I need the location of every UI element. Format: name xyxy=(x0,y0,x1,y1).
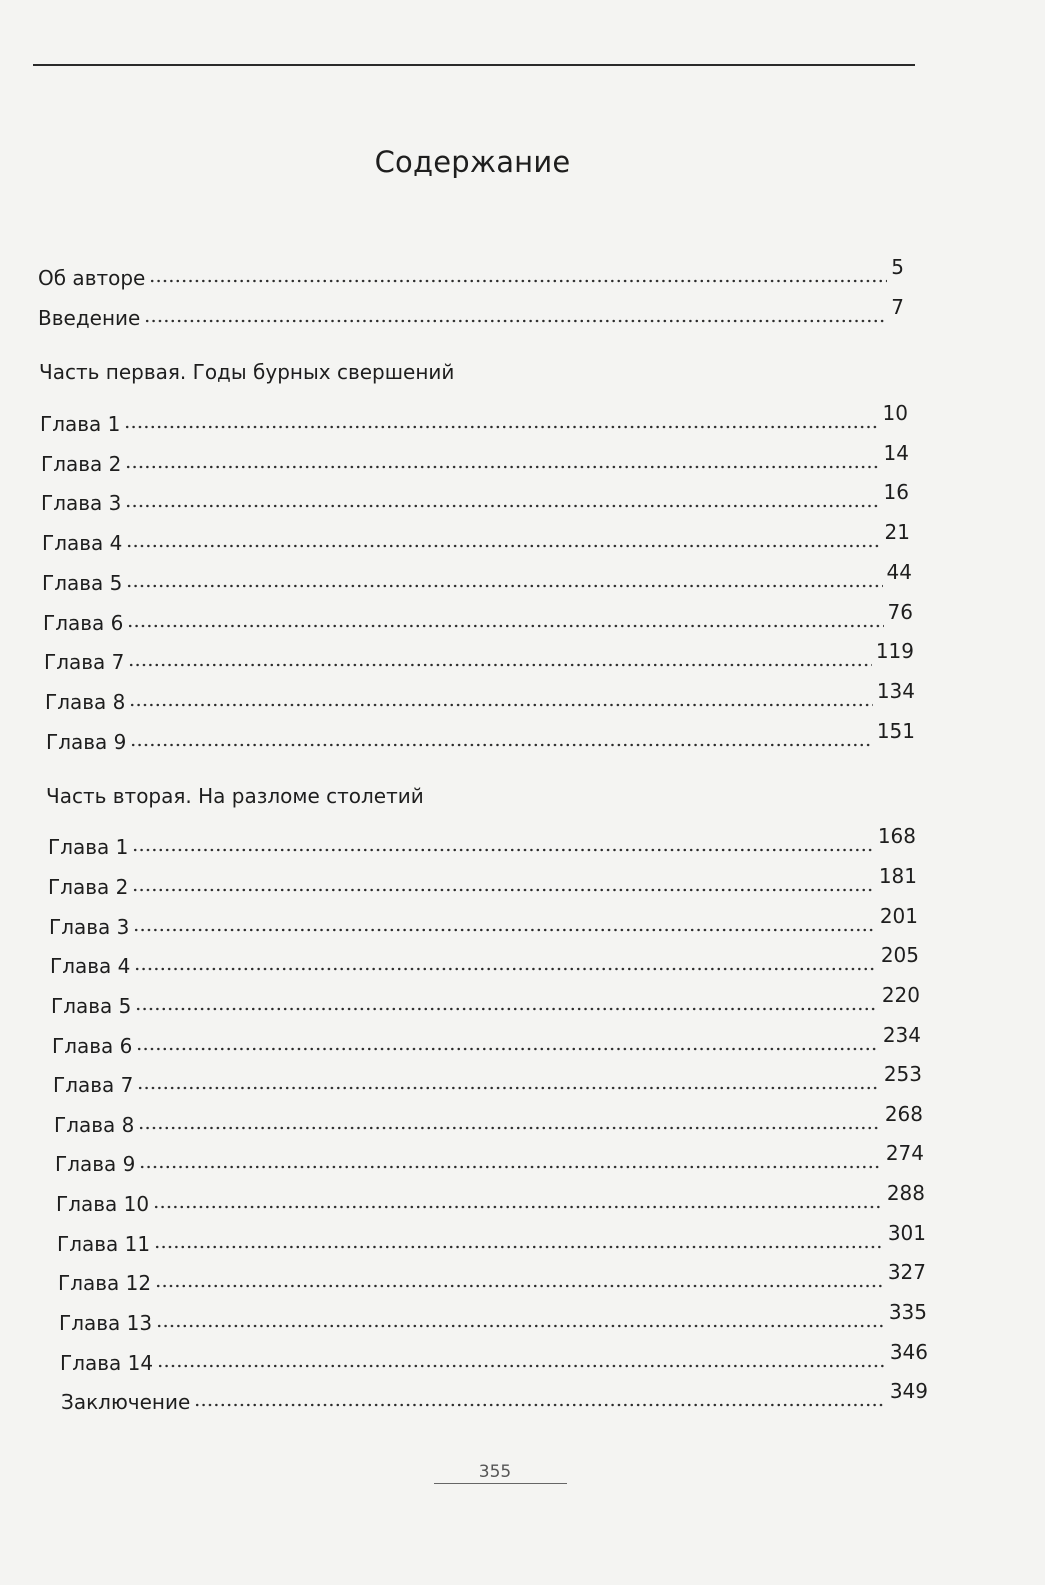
dot-leader xyxy=(128,661,871,669)
dot-leader xyxy=(125,502,879,510)
toc-entry-label: Глава 3 xyxy=(49,915,130,939)
toc-entry-part1-chapter1[interactable] xyxy=(40,401,908,437)
dot-leader xyxy=(126,542,880,550)
dot-leader xyxy=(135,1005,877,1013)
toc-entry-label: Глава 13 xyxy=(59,1311,153,1335)
toc-entry-part2-chapter8[interactable] xyxy=(54,1102,923,1138)
toc-entry-label: Глава 9 xyxy=(55,1152,136,1176)
toc-entry-page: 335 xyxy=(888,1300,927,1324)
toc-entry-page: 346 xyxy=(889,1340,928,1364)
dot-leader xyxy=(139,1163,881,1171)
toc-entry-page: 274 xyxy=(885,1141,924,1165)
toc-entry-part2-chapter1[interactable] xyxy=(48,824,916,860)
toc-entry-conclusion[interactable] xyxy=(61,1379,928,1415)
toc-entry-label: Глава 6 xyxy=(43,611,124,635)
toc-entry-label: Глава 1 xyxy=(40,412,121,436)
dot-leader xyxy=(133,926,875,934)
dot-leader xyxy=(138,1124,880,1132)
toc-entry-introduction[interactable] xyxy=(38,295,904,331)
dot-leader xyxy=(155,1282,884,1290)
dot-leader xyxy=(125,463,879,471)
toc-entry-label: Глава 14 xyxy=(60,1351,154,1375)
toc-entry-part1-chapter7[interactable] xyxy=(44,639,914,675)
part-one-heading: Часть первая. Годы бурных свершений xyxy=(39,360,455,384)
page-number-rule xyxy=(434,1483,567,1484)
toc-entry-page: 168 xyxy=(877,824,916,848)
dot-leader xyxy=(137,1084,879,1092)
toc-entry-part1-chapter9[interactable] xyxy=(46,719,915,755)
dot-leader xyxy=(156,1322,885,1330)
toc-entry-label: Глава 4 xyxy=(50,954,131,978)
dot-leader xyxy=(132,846,873,854)
toc-entry-part2-chapter10[interactable] xyxy=(56,1181,925,1217)
toc-entry-page: 5 xyxy=(891,255,904,279)
toc-entry-page: 134 xyxy=(876,679,915,703)
toc-entry-label: Заключение xyxy=(61,1390,191,1414)
dot-leader xyxy=(130,741,872,749)
toc-entry-label: Глава 2 xyxy=(41,452,122,476)
toc-entry-label: Глава 10 xyxy=(56,1192,150,1216)
toc-entry-part2-chapter6[interactable] xyxy=(52,1023,921,1059)
toc-entry-part1-chapter6[interactable] xyxy=(43,600,913,636)
toc-entry-page: 10 xyxy=(882,401,908,425)
toc-entry-label: Глава 1 xyxy=(48,835,129,859)
dot-leader xyxy=(134,965,876,973)
part-two-heading: Часть вторая. На разломе столетий xyxy=(46,784,424,808)
toc-entry-part2-chapter12[interactable] xyxy=(58,1260,926,1296)
toc-entry-page: 14 xyxy=(883,441,909,465)
dot-leader xyxy=(136,1045,878,1053)
dot-leader xyxy=(132,886,874,894)
toc-entry-part1-chapter5[interactable] xyxy=(42,560,912,596)
toc-entry-page: 76 xyxy=(887,600,913,624)
page-title: Содержание xyxy=(374,145,571,179)
toc-entry-page: 16 xyxy=(883,480,909,504)
toc-entry-part1-chapter3[interactable] xyxy=(41,480,909,516)
toc-entry-page: 201 xyxy=(879,904,918,928)
toc-entry-page: 220 xyxy=(881,983,920,1007)
toc-entry-label: Глава 5 xyxy=(42,571,123,595)
toc-entry-label: Глава 7 xyxy=(44,650,125,674)
dot-leader xyxy=(126,582,882,590)
dot-leader xyxy=(154,1243,884,1251)
toc-entry-page: 205 xyxy=(880,943,919,967)
dot-leader xyxy=(157,1362,886,1370)
toc-entry-label: Глава 2 xyxy=(48,875,129,899)
toc-entry-label: Глава 11 xyxy=(57,1232,151,1256)
toc-entry-page: 181 xyxy=(878,864,917,888)
toc-entry-page: 119 xyxy=(875,639,914,663)
toc-entry-part2-chapter4[interactable] xyxy=(50,943,919,979)
toc-entry-page: 288 xyxy=(886,1181,925,1205)
toc-entry-page: 253 xyxy=(883,1062,922,1086)
dot-leader xyxy=(144,317,887,325)
toc-entry-label: Глава 7 xyxy=(53,1073,134,1097)
dot-leader xyxy=(149,277,887,285)
toc-entry-part2-chapter14[interactable] xyxy=(60,1340,928,1376)
toc-entry-label: Глава 4 xyxy=(42,531,123,555)
toc-entry-page: 151 xyxy=(876,719,915,743)
toc-entry-part2-chapter13[interactable] xyxy=(59,1300,927,1336)
toc-entry-label: Введение xyxy=(38,306,141,330)
toc-entry-label: Глава 6 xyxy=(52,1034,133,1058)
toc-entry-page: 268 xyxy=(884,1102,923,1126)
toc-entry-part2-chapter11[interactable] xyxy=(57,1221,926,1257)
toc-entry-label: Глава 8 xyxy=(54,1113,135,1137)
toc-entry-about-author[interactable] xyxy=(38,255,904,291)
toc-entry-part2-chapter9[interactable] xyxy=(55,1141,924,1177)
toc-entry-page: 301 xyxy=(887,1221,926,1245)
toc-entry-label: Об авторе xyxy=(38,266,146,290)
toc-entry-page: 327 xyxy=(887,1260,926,1284)
toc-entry-page: 7 xyxy=(891,295,904,319)
toc-entry-part2-chapter7[interactable] xyxy=(53,1062,922,1098)
toc-entry-page: 21 xyxy=(884,520,910,544)
dot-leader xyxy=(153,1203,883,1211)
toc-entry-part2-chapter3[interactable] xyxy=(49,904,918,940)
toc-entry-label: Глава 3 xyxy=(41,491,122,515)
toc-entry-label: Глава 8 xyxy=(45,690,126,714)
toc-entry-label: Глава 12 xyxy=(58,1271,152,1295)
toc-entry-label: Глава 9 xyxy=(46,730,127,754)
toc-entry-part1-chapter4[interactable] xyxy=(42,520,910,556)
toc-entry-page: 234 xyxy=(882,1023,921,1047)
top-rule xyxy=(33,64,915,66)
toc-entry-part2-chapter5[interactable] xyxy=(51,983,920,1019)
dot-leader xyxy=(127,622,883,630)
toc-entry-label: Глава 5 xyxy=(51,994,132,1018)
toc-entry-part1-chapter8[interactable] xyxy=(45,679,915,715)
page-number: 355 xyxy=(478,1462,512,1482)
toc-entry-part1-chapter2[interactable] xyxy=(41,441,909,477)
toc-entry-page: 349 xyxy=(889,1379,928,1403)
dot-leader xyxy=(129,701,872,709)
toc-entry-page: 44 xyxy=(886,560,912,584)
dot-leader xyxy=(194,1401,886,1409)
toc-entry-part2-chapter2[interactable] xyxy=(48,864,917,900)
dot-leader xyxy=(124,423,878,431)
